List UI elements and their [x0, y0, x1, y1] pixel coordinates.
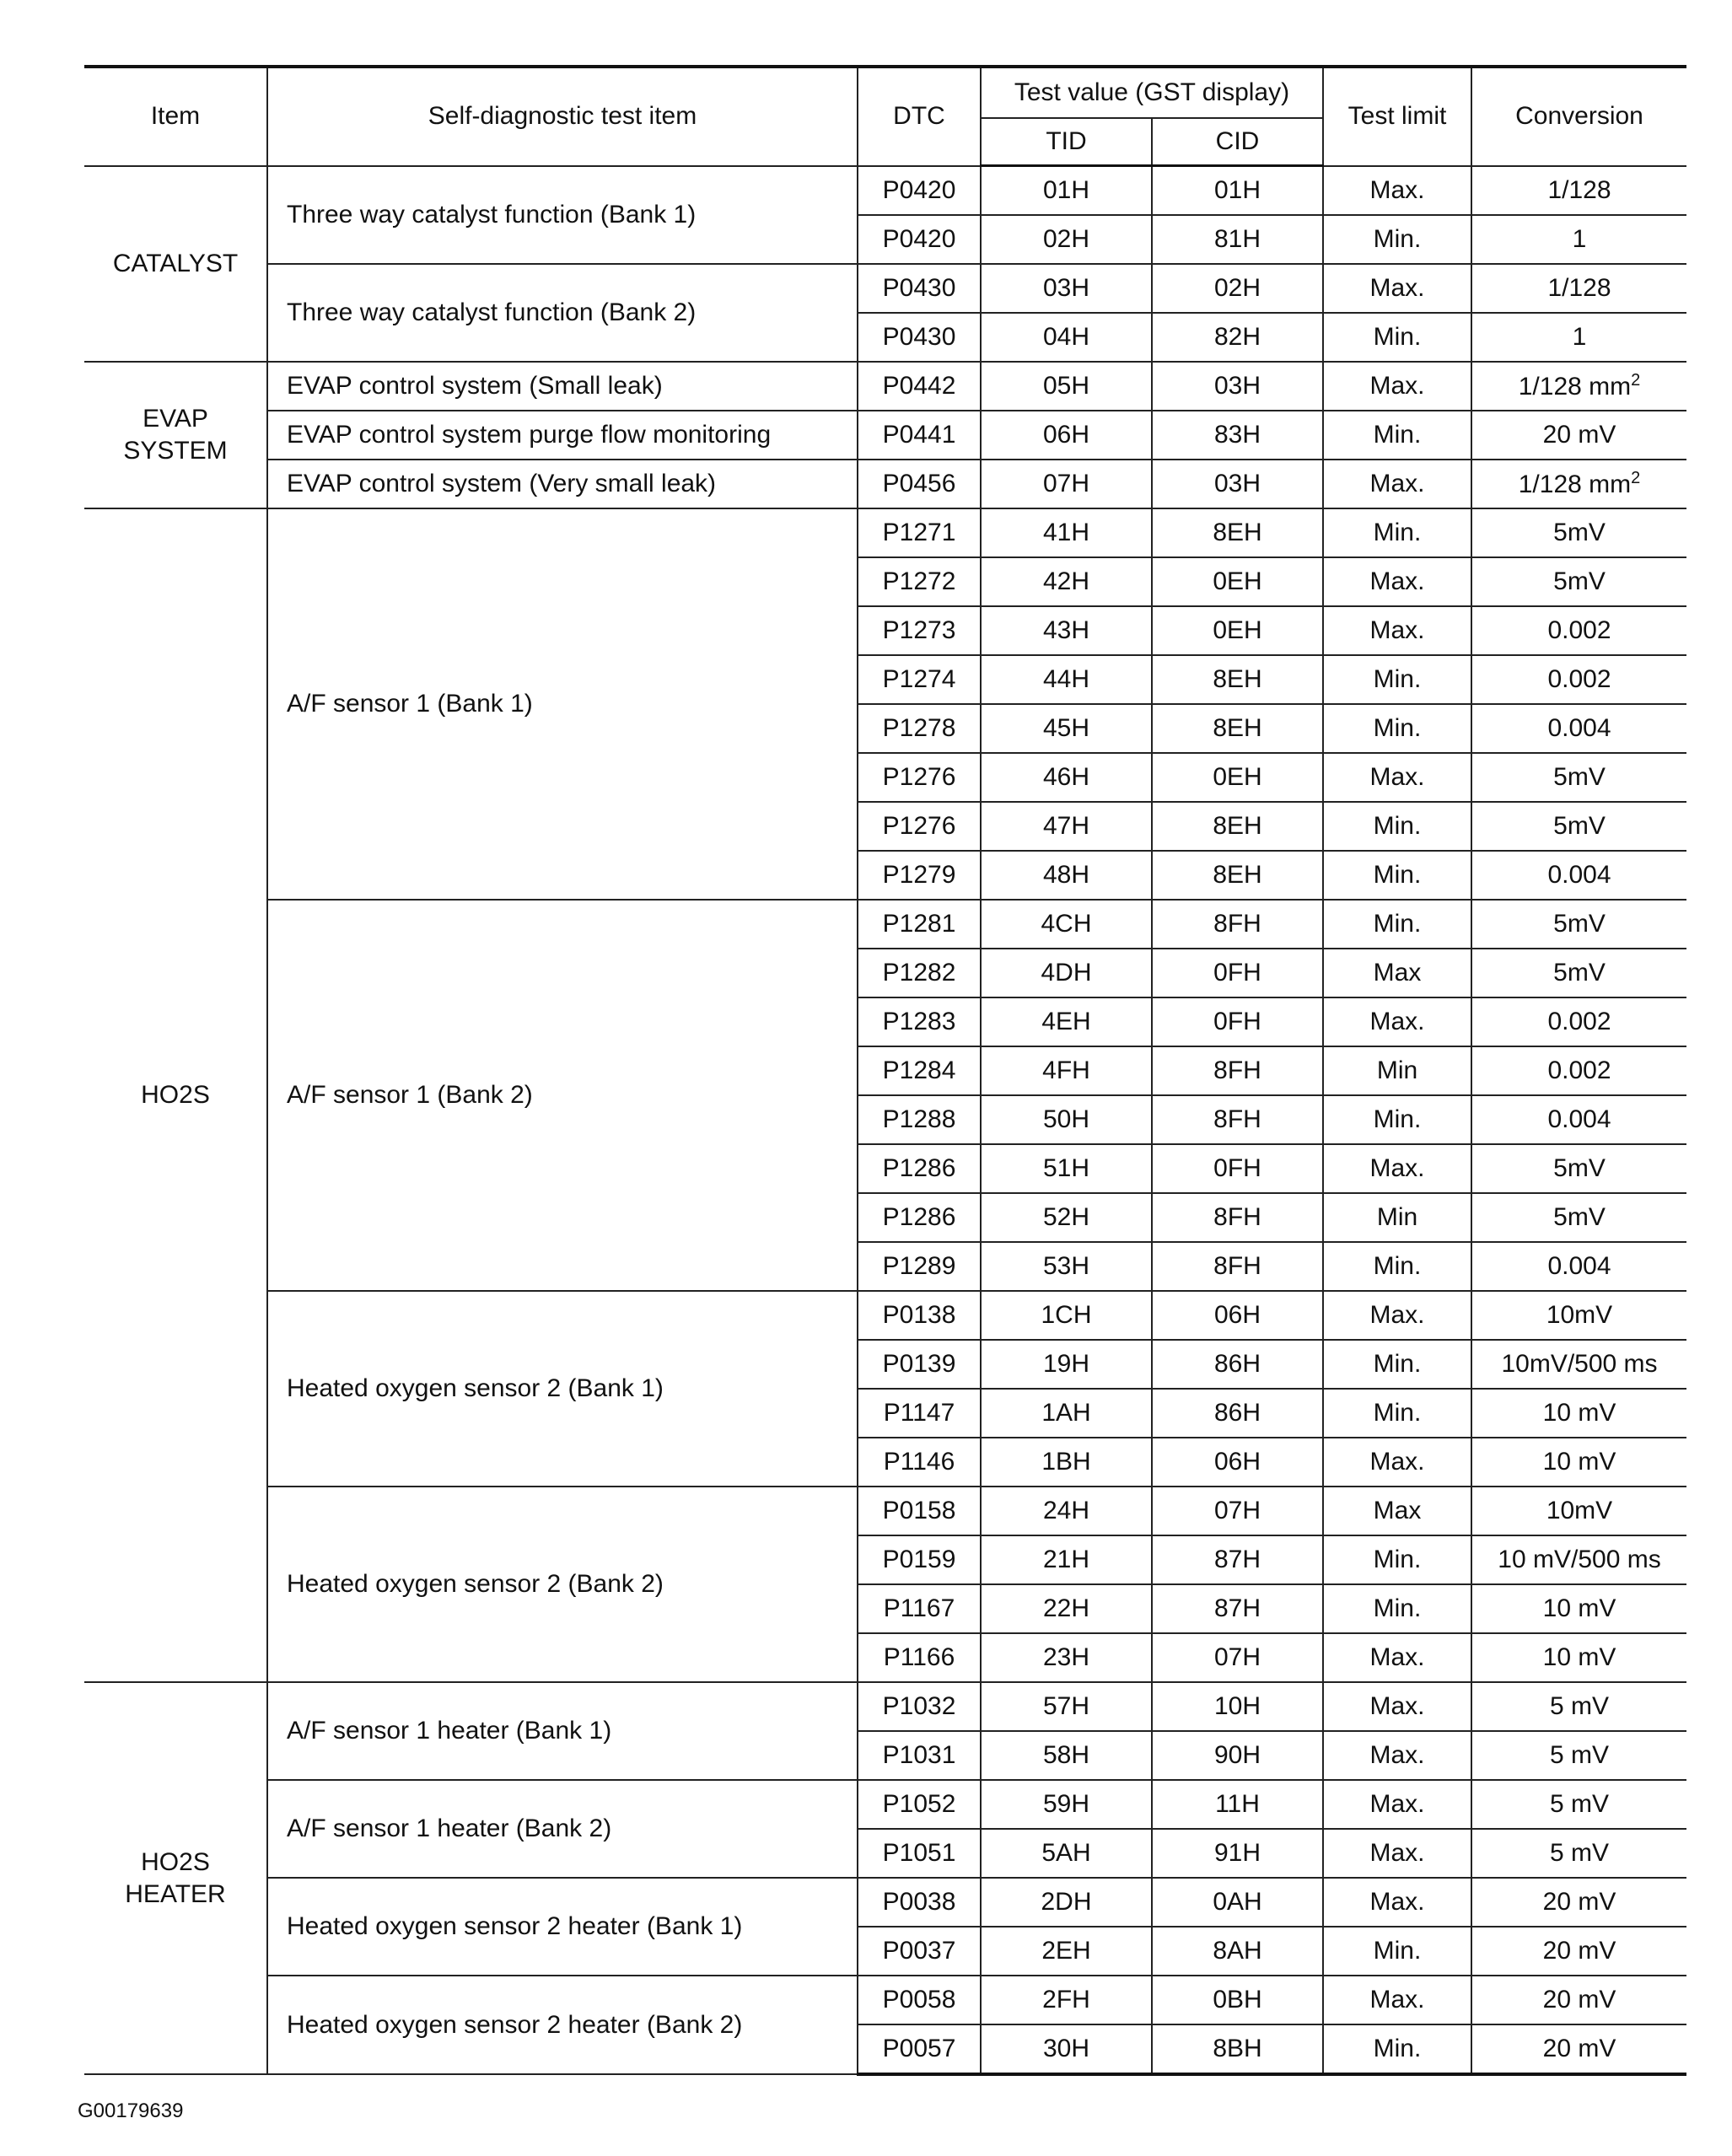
- diagnostic-test-table: [84, 65, 1686, 2076]
- tid-cell: 59H: [981, 1780, 1152, 1829]
- dtc-cell: P1286: [858, 1144, 981, 1193]
- dtc-cell: P1167: [858, 1584, 981, 1633]
- tid-cell: 02H: [981, 215, 1152, 264]
- conversion-cell: 1/128: [1471, 166, 1686, 216]
- tid-cell: 01H: [981, 166, 1152, 216]
- test-limit-cell: Min.: [1323, 1095, 1471, 1144]
- tid-cell: 1AH: [981, 1389, 1152, 1438]
- test-limit-cell: Max.: [1323, 1438, 1471, 1487]
- test-limit-cell: Max.: [1323, 1976, 1471, 2024]
- cid-cell: 02H: [1152, 264, 1323, 313]
- dtc-cell: P0456: [858, 460, 981, 508]
- cid-cell: 87H: [1152, 1584, 1323, 1633]
- cid-cell: 8FH: [1152, 1046, 1323, 1095]
- table-row: [84, 1780, 1686, 1829]
- test-limit-cell: Min.: [1323, 2024, 1471, 2074]
- cid-cell: 87H: [1152, 1535, 1323, 1584]
- table-row: [84, 508, 1686, 557]
- table-row: [84, 166, 1686, 216]
- conversion-cell: 10 mV/500 ms: [1471, 1535, 1686, 1584]
- dtc-cell: P0058: [858, 1976, 981, 2024]
- dtc-cell: P0057: [858, 2024, 981, 2074]
- dtc-cell: P1276: [858, 753, 981, 802]
- test-limit-cell: Max.: [1323, 264, 1471, 313]
- dtc-cell: P1051: [858, 1829, 981, 1878]
- cid-cell: 8EH: [1152, 704, 1323, 753]
- test-limit-cell: Max.: [1323, 1780, 1471, 1829]
- conversion-cell: 5 mV: [1471, 1682, 1686, 1731]
- cid-cell: 10H: [1152, 1682, 1323, 1731]
- conversion-cell: 10mV: [1471, 1487, 1686, 1535]
- cid-cell: 8EH: [1152, 851, 1323, 900]
- test-limit-cell: Min.: [1323, 508, 1471, 557]
- test-limit-cell: Max.: [1323, 1144, 1471, 1193]
- test-limit-cell: Min.: [1323, 411, 1471, 460]
- conversion-text: 1/128 mm: [1518, 470, 1632, 498]
- tid-cell: 44H: [981, 655, 1152, 704]
- tid-cell: 4DH: [981, 949, 1152, 997]
- dtc-cell: P1052: [858, 1780, 981, 1829]
- cid-cell: 86H: [1152, 1340, 1323, 1389]
- dtc-cell: P0037: [858, 1927, 981, 1976]
- tid-cell: 30H: [981, 2024, 1152, 2074]
- cid-cell: 86H: [1152, 1389, 1323, 1438]
- tid-cell: 2FH: [981, 1976, 1152, 2024]
- test-limit-cell: Max.: [1323, 1731, 1471, 1780]
- dtc-cell: P1166: [858, 1633, 981, 1682]
- dtc-cell: P1272: [858, 557, 981, 606]
- dtc-cell: P1288: [858, 1095, 981, 1144]
- table-row: [84, 1487, 1686, 1535]
- conversion-cell: 0.004: [1471, 1095, 1686, 1144]
- dtc-cell: P0158: [858, 1487, 981, 1535]
- cid-cell: 06H: [1152, 1438, 1323, 1487]
- test-item-cell: EVAP control system (Small leak): [267, 362, 858, 411]
- tid-cell: 51H: [981, 1144, 1152, 1193]
- tid-cell: 2EH: [981, 1927, 1152, 1976]
- cid-cell: 07H: [1152, 1487, 1323, 1535]
- tid-cell: 57H: [981, 1682, 1152, 1731]
- tid-cell: 19H: [981, 1340, 1152, 1389]
- dtc-cell: P0139: [858, 1340, 981, 1389]
- conversion-cell: 0.004: [1471, 851, 1686, 900]
- conversion-cell: 20 mV: [1471, 1927, 1686, 1976]
- test-limit-cell: Min.: [1323, 215, 1471, 264]
- tid-cell: 04H: [981, 313, 1152, 362]
- cid-cell: 8EH: [1152, 802, 1323, 851]
- conversion-superscript: 2: [1631, 371, 1641, 390]
- dtc-cell: P1284: [858, 1046, 981, 1095]
- conversion-cell: 1/128: [1471, 264, 1686, 313]
- cid-cell: 8FH: [1152, 1242, 1323, 1291]
- cid-cell: 03H: [1152, 362, 1323, 411]
- test-item-cell: A/F sensor 1 heater (Bank 1): [267, 1682, 858, 1780]
- cid-cell: 0FH: [1152, 949, 1323, 997]
- conversion-cell: 5 mV: [1471, 1780, 1686, 1829]
- dtc-cell: P0159: [858, 1535, 981, 1584]
- cid-cell: 8FH: [1152, 1193, 1323, 1242]
- table-row: [84, 1878, 1686, 1927]
- test-limit-cell: Min.: [1323, 1242, 1471, 1291]
- dtc-cell: P1279: [858, 851, 981, 900]
- conversion-cell: [1471, 362, 1686, 411]
- header-item: Item: [84, 67, 267, 166]
- header-test-limit: Test limit: [1323, 67, 1471, 166]
- conversion-cell: 0.002: [1471, 655, 1686, 704]
- cid-cell: 0EH: [1152, 557, 1323, 606]
- tid-cell: 41H: [981, 508, 1152, 557]
- tid-cell: 24H: [981, 1487, 1152, 1535]
- tid-cell: 50H: [981, 1095, 1152, 1144]
- test-item-cell: Three way catalyst function (Bank 1): [267, 166, 858, 265]
- dtc-cell: P0420: [858, 215, 981, 264]
- test-limit-cell: Max.: [1323, 753, 1471, 802]
- header-dtc: DTC: [858, 67, 981, 166]
- test-limit-cell: Min.: [1323, 900, 1471, 949]
- header-test-value: Test value (GST display): [981, 67, 1323, 118]
- cid-cell: 07H: [1152, 1633, 1323, 1682]
- test-item-cell: EVAP control system purge flow monitoring: [267, 411, 858, 460]
- dtc-cell: P1274: [858, 655, 981, 704]
- test-limit-cell: Min.: [1323, 704, 1471, 753]
- test-item-cell: Heated oxygen sensor 2 heater (Bank 2): [267, 1976, 858, 2074]
- figure-reference: G00179639: [78, 2100, 184, 2122]
- tid-cell: 5AH: [981, 1829, 1152, 1878]
- test-limit-cell: Max.: [1323, 166, 1471, 216]
- test-item-cell: A/F sensor 1 (Bank 1): [267, 508, 858, 900]
- cid-cell: 8BH: [1152, 2024, 1323, 2074]
- dtc-cell: P1147: [858, 1389, 981, 1438]
- dtc-cell: P1283: [858, 997, 981, 1046]
- test-limit-cell: Min.: [1323, 1927, 1471, 1976]
- item-category-cell: HO2S HEATER: [84, 1682, 267, 2074]
- test-limit-cell: Max.: [1323, 460, 1471, 508]
- tid-cell: 4EH: [981, 997, 1152, 1046]
- cid-cell: 8EH: [1152, 655, 1323, 704]
- conversion-cell: 5 mV: [1471, 1829, 1686, 1878]
- cid-cell: 83H: [1152, 411, 1323, 460]
- cid-cell: 90H: [1152, 1731, 1323, 1780]
- header-cid: CID: [1152, 118, 1323, 166]
- cid-cell: 0EH: [1152, 606, 1323, 655]
- header-tid: TID: [981, 118, 1152, 166]
- test-item-cell: Three way catalyst function (Bank 2): [267, 264, 858, 362]
- test-limit-cell: Min.: [1323, 1535, 1471, 1584]
- tid-cell: 48H: [981, 851, 1152, 900]
- dtc-cell: P1271: [858, 508, 981, 557]
- conversion-cell: 0.002: [1471, 1046, 1686, 1095]
- conversion-cell: 5mV: [1471, 1144, 1686, 1193]
- test-limit-cell: Max: [1323, 1487, 1471, 1535]
- item-category-cell: HO2S: [84, 508, 267, 1682]
- dtc-cell: P1276: [858, 802, 981, 851]
- conversion-cell: 10 mV: [1471, 1584, 1686, 1633]
- dtc-cell: P0138: [858, 1291, 981, 1340]
- tid-cell: 1CH: [981, 1291, 1152, 1340]
- conversion-cell: 20 mV: [1471, 411, 1686, 460]
- tid-cell: 22H: [981, 1584, 1152, 1633]
- conversion-cell: [1471, 460, 1686, 508]
- conversion-cell: 20 mV: [1471, 2024, 1686, 2074]
- test-limit-cell: Min.: [1323, 655, 1471, 704]
- dtc-cell: P1281: [858, 900, 981, 949]
- test-limit-cell: Max: [1323, 949, 1471, 997]
- header-test-item: Self-diagnostic test item: [267, 67, 858, 166]
- test-limit-cell: Min: [1323, 1193, 1471, 1242]
- conversion-cell: 0.004: [1471, 704, 1686, 753]
- test-limit-cell: Max.: [1323, 1291, 1471, 1340]
- conversion-cell: 10 mV: [1471, 1389, 1686, 1438]
- test-limit-cell: Max.: [1323, 1878, 1471, 1927]
- dtc-cell: P1289: [858, 1242, 981, 1291]
- dtc-cell: P1146: [858, 1438, 981, 1487]
- test-item-cell: EVAP control system (Very small leak): [267, 460, 858, 508]
- cid-cell: 91H: [1152, 1829, 1323, 1878]
- cid-cell: 0BH: [1152, 1976, 1323, 2024]
- dtc-cell: P0430: [858, 264, 981, 313]
- tid-cell: 45H: [981, 704, 1152, 753]
- tid-cell: 2DH: [981, 1878, 1152, 1927]
- conversion-cell: 5mV: [1471, 508, 1686, 557]
- header-conversion: Conversion: [1471, 67, 1686, 166]
- table-row: [84, 362, 1686, 411]
- conversion-cell: 0.002: [1471, 997, 1686, 1046]
- cid-cell: 01H: [1152, 166, 1323, 216]
- conversion-cell: 5mV: [1471, 949, 1686, 997]
- table-row: [84, 1682, 1686, 1731]
- dtc-cell: P0441: [858, 411, 981, 460]
- cid-cell: 8AH: [1152, 1927, 1323, 1976]
- cid-cell: 0AH: [1152, 1878, 1323, 1927]
- test-limit-cell: Min: [1323, 1046, 1471, 1095]
- conversion-cell: 1: [1471, 313, 1686, 362]
- tid-cell: 4FH: [981, 1046, 1152, 1095]
- dtc-cell: P1032: [858, 1682, 981, 1731]
- dtc-cell: P1286: [858, 1193, 981, 1242]
- dtc-cell: P1278: [858, 704, 981, 753]
- test-item-cell: Heated oxygen sensor 2 heater (Bank 1): [267, 1878, 858, 1976]
- table-row: [84, 264, 1686, 313]
- conversion-text: 1/128 mm: [1518, 373, 1632, 401]
- tid-cell: 07H: [981, 460, 1152, 508]
- tid-cell: 06H: [981, 411, 1152, 460]
- cid-cell: 81H: [1152, 215, 1323, 264]
- conversion-cell: 0.004: [1471, 1242, 1686, 1291]
- conversion-cell: 5mV: [1471, 802, 1686, 851]
- dtc-cell: P1031: [858, 1731, 981, 1780]
- tid-cell: 21H: [981, 1535, 1152, 1584]
- conversion-cell: 20 mV: [1471, 1976, 1686, 2024]
- dtc-cell: P0420: [858, 166, 981, 216]
- conversion-cell: 5mV: [1471, 753, 1686, 802]
- test-limit-cell: Min.: [1323, 1340, 1471, 1389]
- tid-cell: 46H: [981, 753, 1152, 802]
- table-row: [84, 1291, 1686, 1340]
- test-limit-cell: Max.: [1323, 1682, 1471, 1731]
- conversion-cell: 10 mV: [1471, 1633, 1686, 1682]
- table-row: [84, 900, 1686, 949]
- conversion-cell: 5 mV: [1471, 1731, 1686, 1780]
- conversion-superscript: 2: [1631, 469, 1641, 487]
- test-limit-cell: Min.: [1323, 1584, 1471, 1633]
- tid-cell: 03H: [981, 264, 1152, 313]
- conversion-cell: 10mV/500 ms: [1471, 1340, 1686, 1389]
- test-item-cell: A/F sensor 1 (Bank 2): [267, 900, 858, 1291]
- test-limit-cell: Min.: [1323, 313, 1471, 362]
- conversion-cell: 1: [1471, 215, 1686, 264]
- test-limit-cell: Max.: [1323, 557, 1471, 606]
- tid-cell: 47H: [981, 802, 1152, 851]
- item-category-cell: EVAP SYSTEM: [84, 362, 267, 508]
- table-row: [84, 411, 1686, 460]
- test-limit-cell: Max.: [1323, 606, 1471, 655]
- cid-cell: 03H: [1152, 460, 1323, 508]
- table-row: [84, 460, 1686, 508]
- conversion-cell: 5mV: [1471, 557, 1686, 606]
- tid-cell: 4CH: [981, 900, 1152, 949]
- cid-cell: 06H: [1152, 1291, 1323, 1340]
- conversion-cell: 5mV: [1471, 1193, 1686, 1242]
- tid-cell: 58H: [981, 1731, 1152, 1780]
- table-body: [84, 166, 1686, 2075]
- test-item-cell: Heated oxygen sensor 2 (Bank 2): [267, 1487, 858, 1682]
- tid-cell: 1BH: [981, 1438, 1152, 1487]
- test-limit-cell: Max.: [1323, 362, 1471, 411]
- test-limit-cell: Max.: [1323, 997, 1471, 1046]
- cid-cell: 0FH: [1152, 997, 1323, 1046]
- cid-cell: 8EH: [1152, 508, 1323, 557]
- cid-cell: 8FH: [1152, 900, 1323, 949]
- test-limit-cell: Min.: [1323, 802, 1471, 851]
- cid-cell: 11H: [1152, 1780, 1323, 1829]
- conversion-cell: 0.002: [1471, 606, 1686, 655]
- test-limit-cell: Min.: [1323, 1389, 1471, 1438]
- cid-cell: 82H: [1152, 313, 1323, 362]
- item-category-cell: CATALYST: [84, 166, 267, 363]
- dtc-cell: P0430: [858, 313, 981, 362]
- conversion-cell: 10 mV: [1471, 1438, 1686, 1487]
- test-limit-cell: Max.: [1323, 1829, 1471, 1878]
- dtc-cell: P1282: [858, 949, 981, 997]
- cid-cell: 0FH: [1152, 1144, 1323, 1193]
- cid-cell: 0EH: [1152, 753, 1323, 802]
- conversion-cell: 10mV: [1471, 1291, 1686, 1340]
- header-row: [84, 67, 1686, 118]
- test-item-cell: A/F sensor 1 heater (Bank 2): [267, 1780, 858, 1878]
- test-limit-cell: Min.: [1323, 851, 1471, 900]
- tid-cell: 05H: [981, 362, 1152, 411]
- conversion-cell: 5mV: [1471, 900, 1686, 949]
- tid-cell: 42H: [981, 557, 1152, 606]
- tid-cell: 53H: [981, 1242, 1152, 1291]
- dtc-cell: P1273: [858, 606, 981, 655]
- dtc-cell: P0442: [858, 362, 981, 411]
- cid-cell: 8FH: [1152, 1095, 1323, 1144]
- test-limit-cell: Max.: [1323, 1633, 1471, 1682]
- tid-cell: 43H: [981, 606, 1152, 655]
- tid-cell: 23H: [981, 1633, 1152, 1682]
- test-item-cell: Heated oxygen sensor 2 (Bank 1): [267, 1291, 858, 1487]
- conversion-cell: 20 mV: [1471, 1878, 1686, 1927]
- tid-cell: 52H: [981, 1193, 1152, 1242]
- dtc-cell: P0038: [858, 1878, 981, 1927]
- table-row: [84, 1976, 1686, 2024]
